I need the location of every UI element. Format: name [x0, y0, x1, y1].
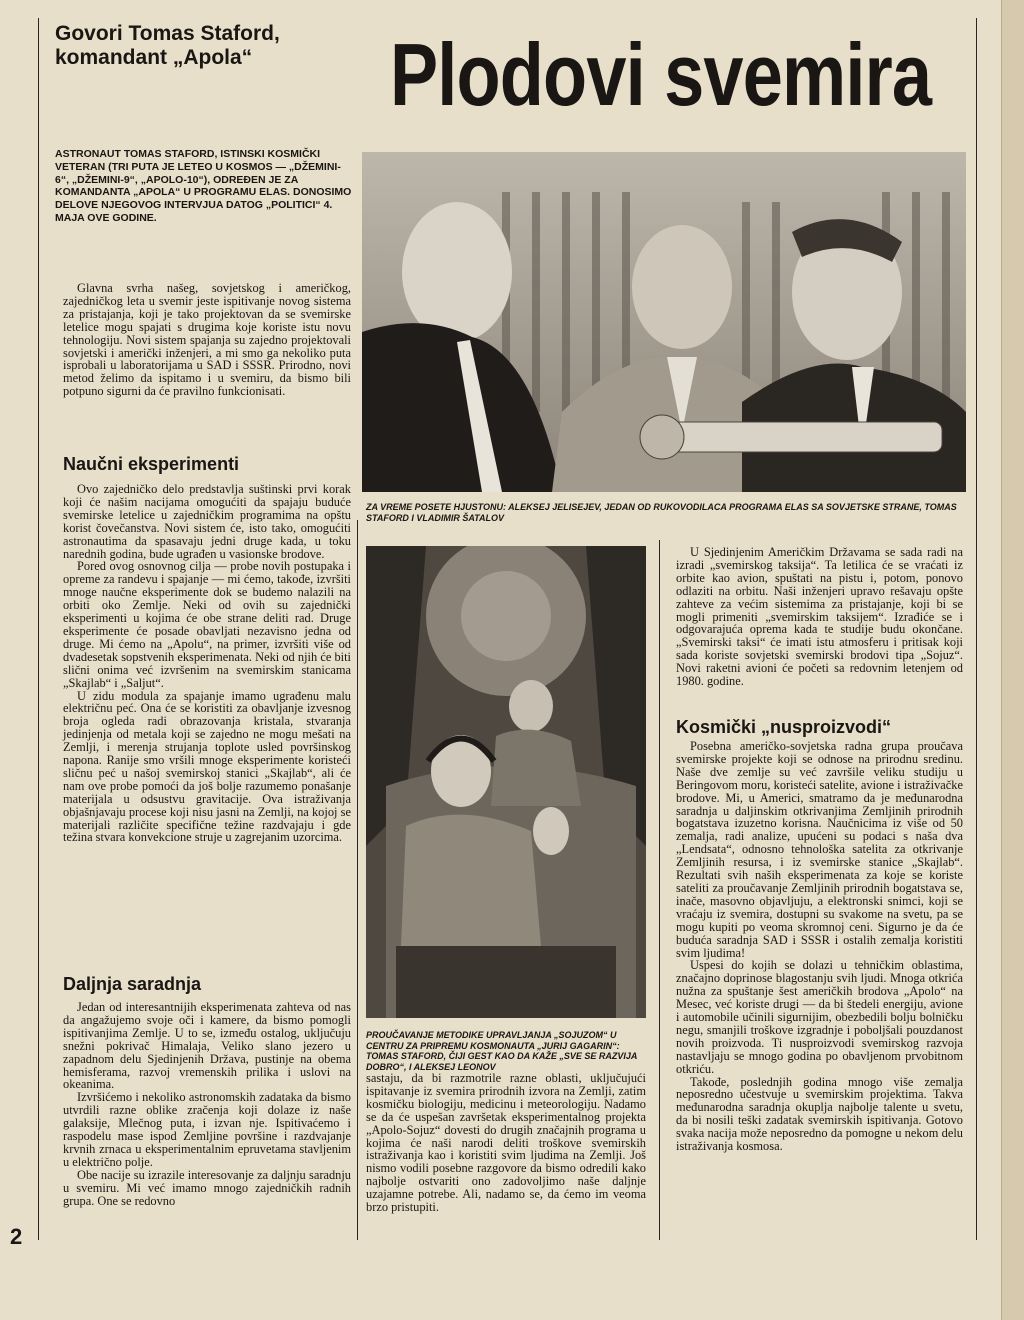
body-paragraph: Glavna svrha našeg, sovjetskog i američkog, zajedničkog leta u svemir jeste ispitivanje novog sistema za pristajanja, koji je tako projektovan da se svemirske letelice mogu spajati s drugima koje koriste istu novu tehnologiju. Novi sistem spajanja su zajedno projektovali sovjetski i američki inženjeri, a mi smo ga nekoliko puta isprobali u laboratorijama u SAD i SSSR. Prirodno, novi metod želimo da ispitamo i u svemiru, da bismo bili potpuno sigurni da će pravilno funkcionisati.	[63, 281, 351, 399]
column-1-middle	[63, 483, 351, 844]
page-number: 2	[10, 1224, 23, 1249]
body-paragraph: Pored ovog osnovnog cilja — probe novih postupaka i opreme za randevu i spajanje — mi ćemo, takođe, izvršiti mnoge naučne eksperimente dok se budemo nalazili na orbiti oko Zemlje. Neki od ovih su zajednički eksperimenti u kojima će obe strane deliti rad. Druge eksperimente će posade obavljati nezavisno jedna od druge. Mi ćemo na „Apolu“, na primer, izvršiti više od dvadesetak sopstvenih eksperimenata. Neki od njih će biti slični onima već izvršenim na svemirskim stanicama „Skajlab“ i „Saljut“.	[63, 559, 351, 690]
body-paragraph: Takođe, poslednjih godina mnogo više zemalja neposredno učestvuje u svemirskim projektima. Takva međunarodna saradnja okuplja najbolje talente u svetu, da bi nosili teški zadatak svemirskih ispitivanja. Gotovo svaka nacija može neposredno da pomogne u nekom delu istraživanja kosmosa.	[676, 1074, 963, 1154]
column-rule-1	[357, 520, 358, 1240]
body-paragraph: Obe nacije su izrazile interesovanje za daljnju saradnju u svemiru. Mi već imamo mnogo zajedničkih radnih grupa. One se redovno	[63, 1167, 351, 1208]
body-paragraph: Posebna američko-sovjetska radna grupa proučava svemirske projekte koji se odnose na prirodnu sredinu. Naše dve zemlje su već završile veliku studiju u Beringovom moru, koristeći satelite, avione i istraživačke brodove. Mi, u Americi, smatramo da je međunarodna saradnja u daljinskim otkrivanjima Zemljinih prirodnih bogatstava izuzetno korisna. Naučnicima iz više od 50 zemalja, radi analize, upućeni su podaci s naša dva „Lendsata“, odnosno tehnološka satelita za otkrivanje Zemljinih resursa, i iz svemirske stanice „Skajlab“. Rezultati svih naših eksperimenata za koje se koriste sateliti za proučavanje Zemljinih prirodnih bogatstava se, inače, masovno objavljuju, a elektronski snimci, koji se vraćaju iz svemira, dostupni su svakome na svetu, pa se mogu kupiti po veoma skromnoj ceni. Sigurno je da će buduća saradnja SAD i SSSR i ostalih zemalja koristiti svim ljudima!	[676, 739, 963, 960]
headline: Plodovi svemira	[390, 25, 932, 124]
body-paragraph: U zidu modula za spajanje imamo ugrađenu malu električnu peć. Ona će se koristiti za obavljanje izvesnog broja ogleda radi obrazovanja kristala, stvaranja jedinjenja od metala koji se zajedno ne mogu mešati na Zemlji, i merenja strujanja toplote usled površinskog napona. Ranije smo vršili mnoge eksperimente koristeći sličnu peć u našoj svemirskoj stanici „Skajlab“, ali će nam ove probe pomoći da još bolje razumemo ponašanje materijala u odsustvu gravitacije. Ova istraživanja objašnjavaju procese koji nisu jasni na Zemlji, na kojoj se materijali različite specifične težine razdvajaju i gde težina stvara konvekcione struje u zagrejanim uzorcima.	[63, 688, 351, 845]
caption-photo-1: ZA VREME POSETE HJUSTONU: ALEKSEJ JELISEJEV, JEDAN OD RUKOVODILACA PROGRAMA ELAS SA SOVJETSKE STRANE, TOMAS STAFORD I VLADIMIR ŠATALOV	[366, 502, 957, 523]
column-1-bottom	[63, 1001, 351, 1208]
column-2-bottom	[366, 1072, 646, 1214]
column-3-bottom	[676, 740, 963, 1153]
right-margin-rule	[976, 18, 977, 1240]
left-margin-rule	[38, 18, 39, 1240]
kicker: Govori Tomas Staford, komandant „Apola“	[55, 22, 280, 69]
subheading-daljnja-saradnja: Daljnja saradnja	[63, 974, 202, 994]
body-paragraph: Uspesi do kojih se dolazi u tehničkim oblastima, značajno doprinose blagostanju svih ljudi. Mnoga otkrića nužna za spuštanje šest američkih brodova „Apolo“ na Mesec, već koriste drugi — da bi štedeli energiju, avione i automobile učinili sigurnijim, obezbedili bolju bolničku negu, smanjili troškove izgradnje i poboljšali pouzdanost novih proizvoda. Ti nusproizvodi svemirskog razvoja nastavljaju se mnogo godina po obavljenom prvobitnom otkriću.	[676, 958, 963, 1076]
column-rule-2	[659, 540, 660, 1240]
page-edge	[1001, 0, 1024, 1320]
body-paragraph: U Sjedinjenim Američkim Državama se sada radi na izradi „svemirskog taksija“. Ta letilica će se vraćati iz orbite kao avion, spuštati na pistu i, potom, ponovo odlaziti na orbitu. Naši inženjeri upravo rešavaju opšte zahteve za većim sistemima za pristajanje, koji bi se mogli primeniti „svemirskim taksijem“. Izrađiće se i odgovarajuća oprema kada te studije budu okončane. „Svemirski taksi“ će imati istu atmosferu i pritisak koji sada koriste sovjetski svemirski brodovi tipa „Sojuz“. Novi raketni avioni će početi sa redovnim letenjem od 1980. godine.	[676, 545, 963, 689]
subheading-naucni-eksperimenti: Naučni eksperimenti	[63, 454, 240, 474]
photo-soyuz-training	[366, 546, 646, 1018]
subheading-kosmicki-nusproizvodi: Kosmički „nusproizvodi“	[676, 717, 892, 737]
caption-photo-2: PROUČAVANJE METODIKE UPRAVLJANJA „SOJUZOM“ U CENTRU ZA PRIPREMU KOSMONAUTA „JURIJ GAGARIN“: TOMAS STAFORD, ČIJI GEST KAO DA KAŽE „SVE SE RAZVIJA DOBRO“, I ALEKSEJ LEONOV	[366, 1030, 638, 1072]
body-paragraph: Ovo zajedničko delo predstavlja suštinski prvi korak koji će našim nacijama omogućiti da spajaju buduće svemirske letelice u zajedničkim programima na opštu korist čovečanstva. Novi sistem će, isto tako, omogućiti astronautima da spasavaju jedni druge kada, u toku narednih godina, bude ugrađen u vasionske brodove.	[63, 482, 351, 561]
photo-houston-visit	[362, 152, 966, 492]
body-paragraph: sastaju, da bi razmotrile razne oblasti, uključujući ispitavanje iz svemira prirodnih izvora na Zemlji, zatim kosmičku biologiju, medicinu i meteorologiju. Nadamo se da će uspešan završetak eksperimentalnog projekta „Apolo-Sojuz“ dovesti do drugih značajnih programa u kojima će naši narodi deliti troškove svemirskih istraživanja kao i koristiti svim ljudima na Zemlji. Još nismo vodili posebne razgovore da bismo odredili kako najbolje ostvariti ono zadovoljimo naše daljnje uzajamne potrebe. Ali, nadamo se, da ćemo im veoma brzo pristupiti.	[366, 1071, 646, 1215]
column-1-top	[63, 282, 351, 398]
body-paragraph: Jedan od interesantnijih eksperimenata zahteva od nas da angažujemo svoje oči i kamere, da bismo pomogli ispitivanjima Zemlje. U to se, između ostalog, uključuju snežni pokrivač Himalaja, Veliko slano jezero u zapadnom delu Sjedinjenih Država, pustinje na obema hemisferama, razvoj vremenskih prilika i uslovi na okeanima.	[63, 1000, 351, 1092]
column-3-top	[676, 546, 963, 688]
lead-paragraph: ASTRONAUT TOMAS STAFORD, ISTINSKI KOSMIČKI VETERAN (TRI PUTA JE LETEO U KOSMOS — „DŽEMINI-6“, „DŽEMINI-9“, „APOLO-10“), ODREĐEN JE ZA KOMANDANTA „APOLA“ U PROGRAMU ELAS. DONOSIMO DELOVE NJEGOVOG INTERVJUA DATOG „POLITICI“ 4. MAJA OVE GODINE.	[55, 148, 352, 224]
body-paragraph: Izvršićemo i nekoliko astronomskih zadataka da bismo utvrdili razne oblike zračenja koji dolaze iz naše galaksije, Mlečnog puta, i izvan nje. Ispitivaćemo i raspodelu mase ispod Zemljine površine i razdvajanje krvnih zrnaca u eksperimentalnim epruvetama stavljenim u električno polje.	[63, 1090, 351, 1169]
